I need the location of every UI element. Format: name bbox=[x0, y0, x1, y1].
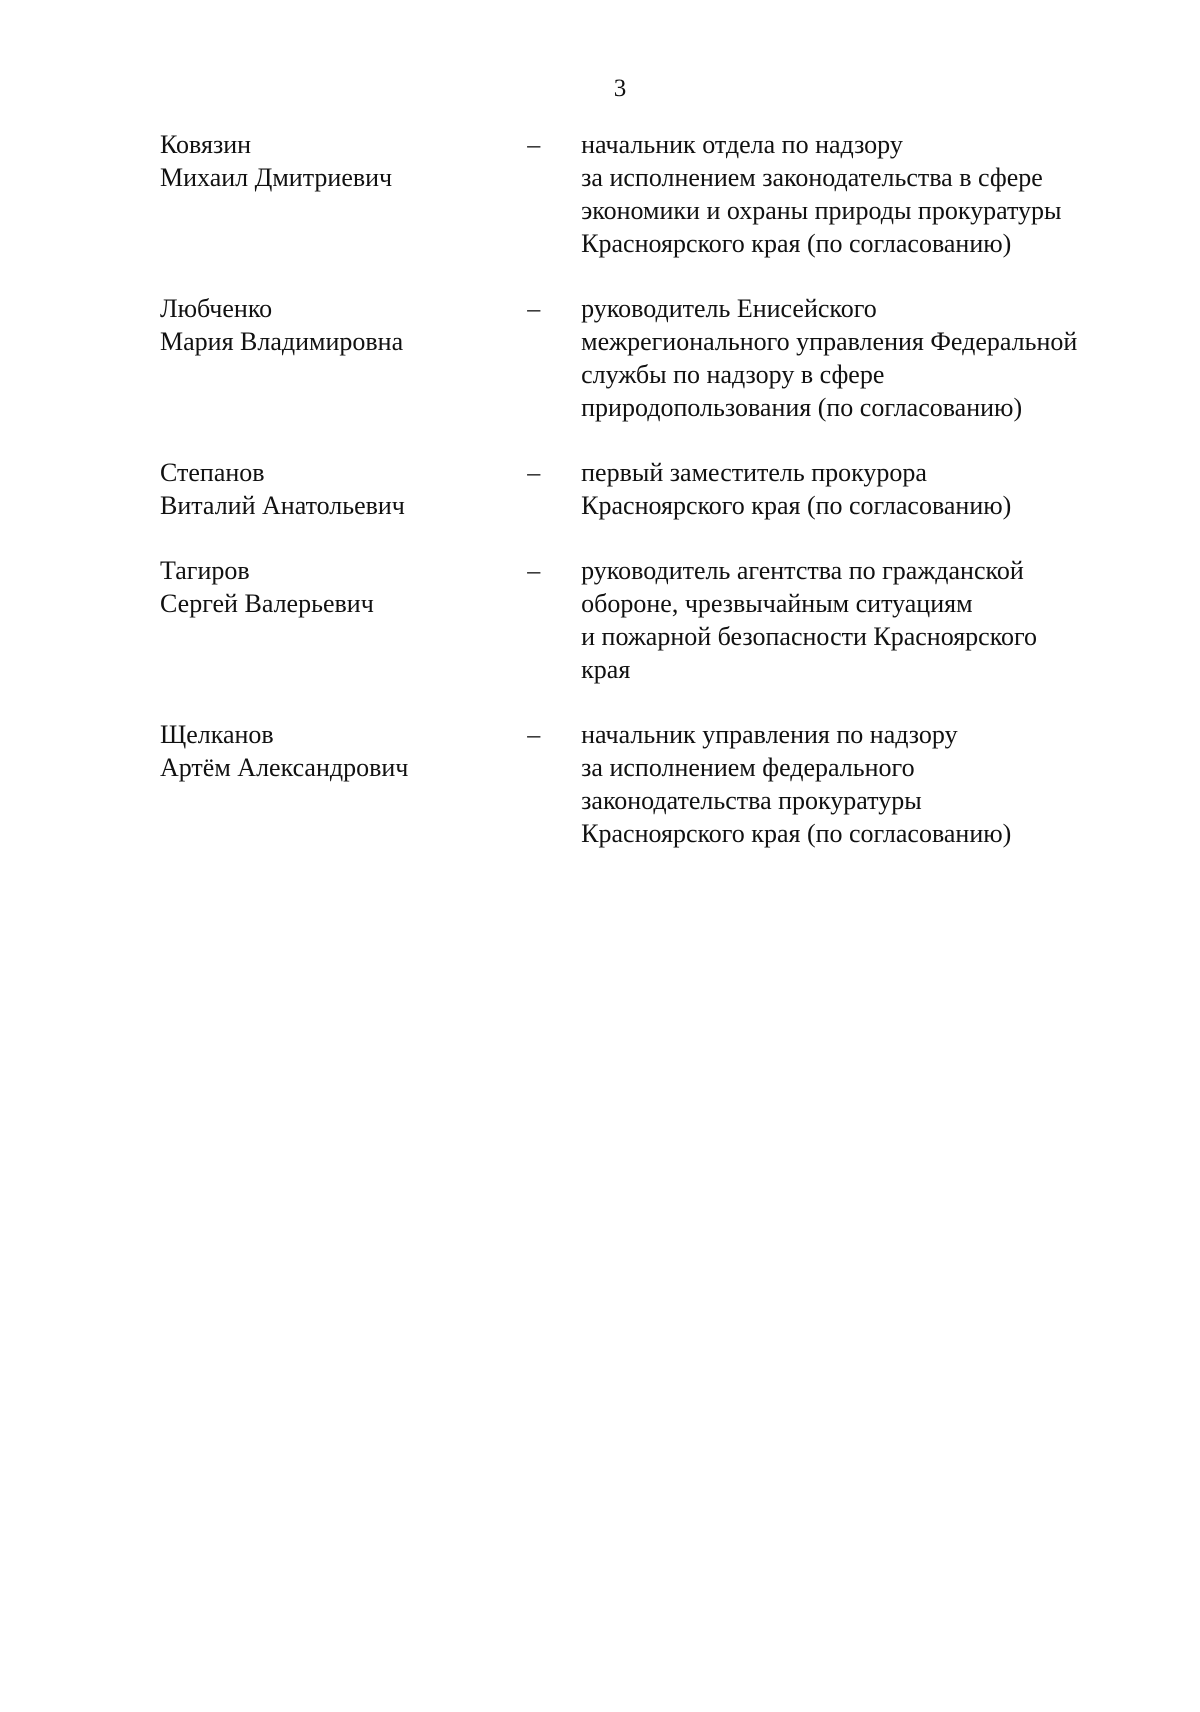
position-line: Красноярского края (по согласованию) bbox=[581, 491, 1012, 520]
member-name bbox=[160, 456, 519, 522]
position-line: первый заместитель прокурора bbox=[581, 458, 927, 487]
member-given-names: Виталий Анатольевич bbox=[160, 491, 405, 520]
position-line: Красноярского края (по согласованию) bbox=[581, 229, 1012, 258]
member-name bbox=[160, 128, 519, 194]
position-line: законодательства прокуратуры bbox=[581, 786, 922, 815]
position-line: и пожарной безопасности Красноярского bbox=[581, 622, 1038, 651]
position-line: руководитель агентства по гражданской bbox=[581, 556, 1024, 585]
member-list bbox=[160, 128, 1120, 850]
member-given-names: Мария Владимировна bbox=[160, 327, 404, 356]
member-position bbox=[581, 128, 1120, 260]
member-entry bbox=[160, 554, 1120, 686]
position-line: обороне, чрезвычайным ситуациям bbox=[581, 589, 973, 618]
dash-separator: – bbox=[527, 130, 541, 159]
dash-separator: – bbox=[527, 720, 541, 749]
position-line: экономики и охраны природы прокуратуры bbox=[581, 196, 1062, 225]
dash-separator: – bbox=[527, 294, 541, 323]
member-entry bbox=[160, 456, 1120, 522]
position-line: за исполнением законодательства в сфере bbox=[581, 163, 1043, 192]
member-surname: Степанов bbox=[160, 458, 265, 487]
position-line: начальник управления по надзору bbox=[581, 720, 958, 749]
page-number: 3 bbox=[613, 75, 627, 102]
position-line: края bbox=[581, 655, 631, 684]
member-given-names: Михаил Дмитриевич bbox=[160, 163, 393, 192]
position-line: межрегионального управления Федеральной bbox=[581, 327, 1078, 356]
dash-separator: – bbox=[527, 556, 541, 585]
member-surname: Щелканов bbox=[160, 720, 274, 749]
member-name bbox=[160, 554, 519, 620]
member-position bbox=[581, 554, 1120, 686]
member-surname: Любченко bbox=[160, 294, 273, 323]
member-position bbox=[581, 456, 1120, 522]
member-surname: Тагиров bbox=[160, 556, 250, 585]
member-given-names: Артём Александрович bbox=[160, 753, 409, 782]
member-entry bbox=[160, 292, 1120, 424]
position-line: службы по надзору в сфере bbox=[581, 360, 885, 389]
position-line: Красноярского края (по согласованию) bbox=[581, 819, 1012, 848]
member-name bbox=[160, 718, 519, 784]
position-line: природопользования (по согласованию) bbox=[581, 393, 1023, 422]
member-surname: Ковязин bbox=[160, 130, 252, 159]
member-position bbox=[581, 292, 1120, 424]
member-name bbox=[160, 292, 519, 358]
position-line: руководитель Енисейского bbox=[581, 294, 877, 323]
member-position bbox=[581, 718, 1120, 850]
member-entry bbox=[160, 718, 1120, 850]
member-entry bbox=[160, 128, 1120, 260]
position-line: начальник отдела по надзору bbox=[581, 130, 903, 159]
dash-separator: – bbox=[527, 458, 541, 487]
member-given-names: Сергей Валерьевич bbox=[160, 589, 374, 618]
position-line: за исполнением федерального bbox=[581, 753, 915, 782]
